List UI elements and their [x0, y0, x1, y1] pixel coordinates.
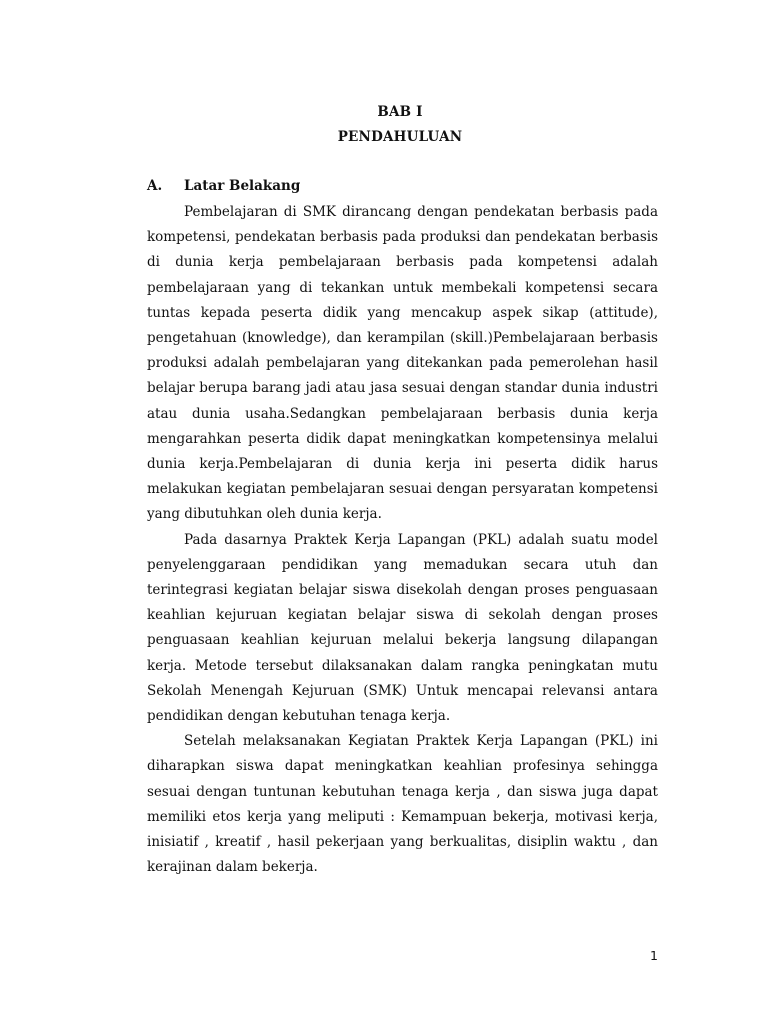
chapter-title: PENDAHULUAN [337, 129, 463, 145]
page-number: 1 [650, 948, 658, 963]
section-number: A. [147, 178, 163, 194]
section-heading [147, 178, 300, 194]
paragraph-1: Pembelajaran di SMK dirancang dengan pendekatan berbasis pada kompetensi, pendekatan berbasis pada produksi dan pendekatan berbasis di dunia kerja pembelajaraan berbasis pada kompetensi adalah pembelajaraan yang di tekankan untuk membekali kompetensi secara tuntas kepada peserta didik yang mencakup aspek sikap (attitude), pengetahuan (knowledge), dan kerampilan (skill.)Pembelajaraan berbasis produksi adalah pembelajaran yang ditekankan pada pemerolehan hasil belajar berupa barang jadi atau jasa sesuai dengan standar dunia industri atau dunia usaha.Sedangkan pembelajaraan berbasis dunia kerja mengarahkan peserta didik dapat meningkatkan kompetensinya melalui dunia kerja.Pembelajaran di dunia kerja ini peserta didik harus melakukan kegiatan pembelajaran sesuai dengan persyaratan kompetensi yang dibutuhkan oleh dunia kerja. [147, 204, 658, 523]
paragraph-2: Pada dasarnya Praktek Kerja Lapangan (PKL) adalah suatu model penyelenggaraan pendidikan yang memadukan secara utuh dan terintegrasi kegiatan belajar siswa disekolah dengan proses penguasaan keahlian kejuruan kegiatan belajar siswa di sekolah dengan proses penguasaan keahlian kejuruan melalui bekerja langsung dilapangan kerja. Metode tersebut dilaksanakan dalam rangka peningkatan mutu Sekolah Menengah Kejuruan (SMK) Untuk mencapai relevansi antara pendidikan dengan kebutuhan tenaga kerja. [147, 531, 658, 725]
chapter-number: BAB I [377, 104, 423, 120]
paragraph-3: Setelah melaksanakan Kegiatan Praktek Kerja Lapangan (PKL) ini diharapkan siswa dapat meningkatkan keahlian profesinya sehingga sesuai dengan tuntunan kebutuhan tenaga kerja , dan siswa juga dapat memiliki etos kerja yang meliputi : Kemampuan bekerja, motivasi kerja, inisiatif , kreatif , hasil pekerjaan yang berkualitas, disiplin waktu , dan kerajinan dalam bekerja. [147, 733, 658, 876]
body-text [147, 200, 658, 880]
section-title: Latar Belakang [184, 178, 301, 194]
